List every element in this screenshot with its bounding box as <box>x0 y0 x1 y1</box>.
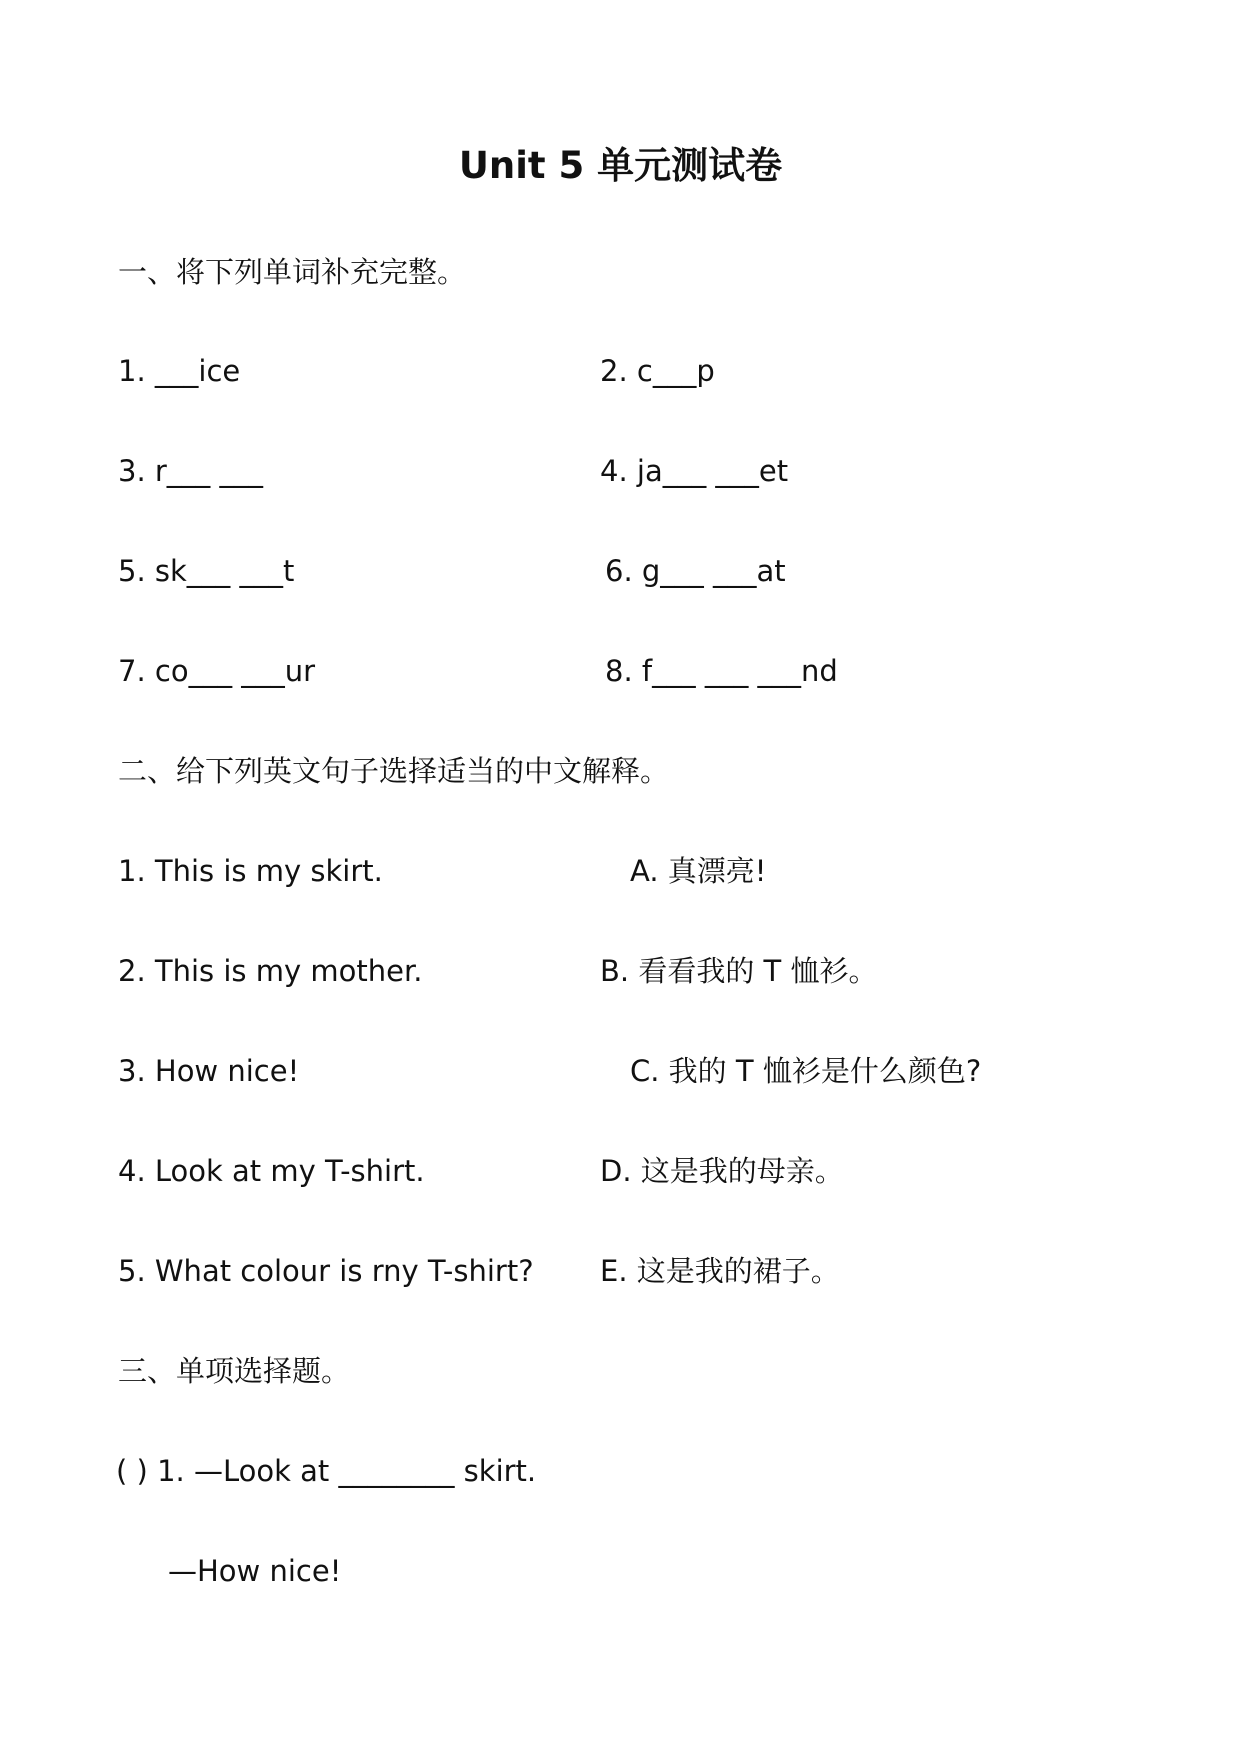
section-1-heading: 一、将下列单词补充完整。 <box>118 255 467 289</box>
word-item-7: 7. co___ ___ur <box>118 654 316 688</box>
word-item-6: 6. g___ ___at <box>605 554 786 588</box>
section-2-heading: 二、给下列英文句子选择适当的中文解释。 <box>118 754 670 788</box>
translation-e: E. 这是我的裙子。 <box>600 1254 840 1288</box>
translation-b: B. 看看我的 T 恤衫。 <box>600 954 878 988</box>
sentence-4: 4. Look at my T-shirt. <box>118 1154 425 1188</box>
section-3-heading: 三、单项选择题。 <box>118 1354 351 1388</box>
word-item-2: 2. c___p <box>600 354 715 388</box>
word-item-3: 3. r___ ___ <box>118 454 264 488</box>
translation-c: C. 我的 T 恤衫是什么颜色? <box>630 1054 982 1088</box>
translation-a: A. 真漂亮! <box>630 854 767 888</box>
word-item-5: 5. sk___ ___t <box>118 554 295 588</box>
sentence-1: 1. This is my skirt. <box>118 854 383 888</box>
sentence-5: 5. What colour is rny T-shirt? <box>118 1254 534 1288</box>
word-item-1: 1. ___ice <box>118 354 241 388</box>
sentence-2: 2. This is my mother. <box>118 954 423 988</box>
page-title: Unit 5 单元测试卷 <box>458 144 783 187</box>
translation-d: D. 这是我的母亲。 <box>600 1154 844 1188</box>
word-item-8: 8. f___ ___ ___nd <box>605 654 838 688</box>
word-item-4: 4. ja___ ___et <box>600 454 789 488</box>
question-1: ( ) 1. —Look at ________ skirt. <box>116 1454 537 1488</box>
sentence-3: 3. How nice! <box>118 1054 300 1088</box>
question-1-response: —How nice! <box>168 1554 342 1588</box>
